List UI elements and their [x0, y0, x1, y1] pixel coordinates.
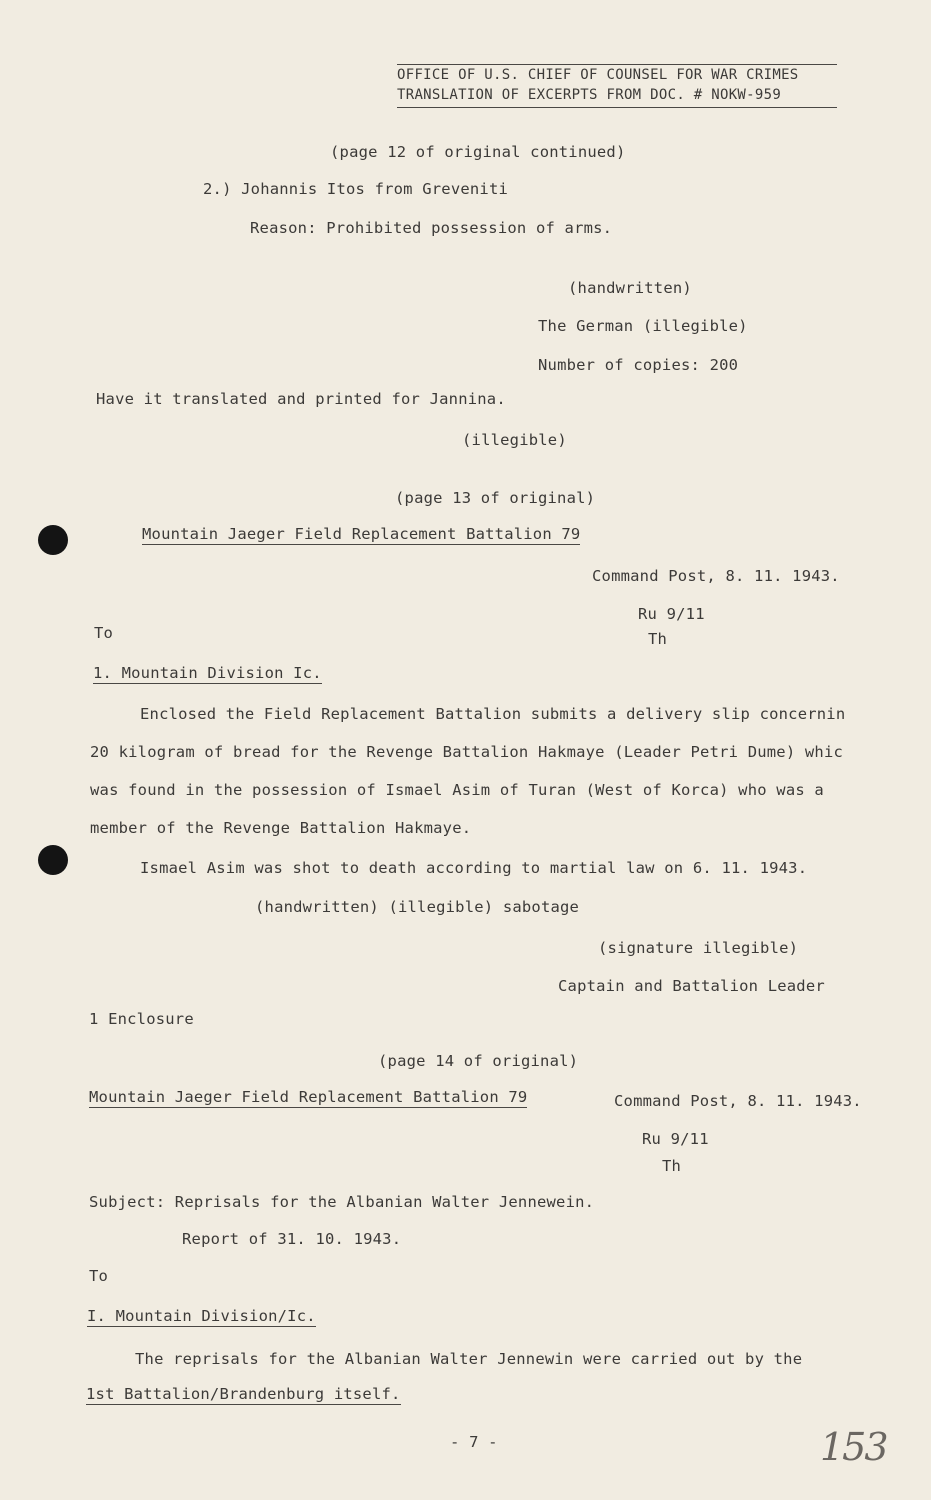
page-number: - 7 - — [450, 1433, 498, 1451]
body-line-2: 20 kilogram of bread for the Revenge Battalion Hakmaye (Leader Petri Dume) whic — [90, 743, 844, 761]
illegible-signature-1: (illegible) — [462, 431, 567, 449]
ref-page14: Ru 9/11 — [642, 1130, 709, 1148]
command-post-page14: Command Post, 8. 11. 1943. — [614, 1092, 862, 1110]
command-post-page13: Command Post, 8. 11. 1943. — [592, 567, 840, 585]
recipient-page14: I. Mountain Division/Ic. — [87, 1307, 316, 1325]
to-label-page13: To — [94, 624, 114, 642]
header-office-line: OFFICE OF U.S. CHIEF OF COUNSEL FOR WAR CRIMES — [397, 67, 799, 83]
handwritten-sabotage-note: (handwritten) (illegible) sabotage — [255, 898, 580, 916]
header-rule-top — [397, 64, 837, 65]
reprisals-body-line-2: 1st Battalion/Brandenburg itself. — [86, 1385, 401, 1403]
header-translation-line: TRANSLATION OF EXCERPTS FROM DOC. # NOKW-959 — [397, 87, 782, 103]
signature-illegible: (signature illegible) — [598, 939, 799, 957]
ref2-page13: Th — [648, 630, 668, 648]
translation-instruction: Have it translated and printed for Jannina. — [96, 390, 506, 408]
shot-statement: Ismael Asim was shot to death according to martial law on 6. 11. 1943. — [140, 859, 808, 877]
handwritten-note-1: (handwritten) — [568, 279, 692, 297]
body-line-1: Enclosed the Field Replacement Battalion submits a delivery slip concernin — [140, 705, 846, 723]
unit-heading-page13: Mountain Jaeger Field Replacement Battalion 79 — [142, 525, 581, 543]
body-line-3: was found in the possession of Ismael Asim of Turan (West of Korca) who was a — [90, 781, 824, 799]
unit-heading-page14: Mountain Jaeger Field Replacement Battalion 79 — [89, 1088, 528, 1106]
to-label-page14: To — [89, 1267, 109, 1285]
ref-page13: Ru 9/11 — [638, 605, 705, 623]
ref2-page14: Th — [662, 1157, 682, 1175]
handwritten-page-number: 153 — [820, 1425, 887, 1469]
reprisals-body-line-1: The reprisals for the Albanian Walter Jennewin were carried out by the — [135, 1350, 803, 1368]
german-illegible: The German (illegible) — [538, 317, 748, 335]
item-2-name: 2.) Johannis Itos from Greveniti — [203, 180, 509, 198]
punch-hole-lower — [38, 845, 68, 875]
body-line-4: member of the Revenge Battalion Hakmaye. — [90, 819, 472, 837]
item-2-reason: Reason: Prohibited possession of arms. — [250, 219, 613, 237]
report-reference: Report of 31. 10. 1943. — [182, 1230, 402, 1248]
signatory-title: Captain and Battalion Leader — [558, 977, 825, 995]
punch-hole-upper — [38, 525, 68, 555]
page13-note: (page 13 of original) — [395, 489, 596, 507]
number-of-copies: Number of copies: 200 — [538, 356, 739, 374]
enclosure-count: 1 Enclosure — [89, 1010, 194, 1028]
header-rule-bottom — [397, 107, 837, 108]
subject-line: Subject: Reprisals for the Albanian Walter Jennewein. — [89, 1193, 595, 1211]
recipient-page13: 1. Mountain Division Ic. — [93, 664, 322, 682]
page12-continued-note: (page 12 of original continued) — [330, 143, 626, 161]
page14-note: (page 14 of original) — [378, 1052, 579, 1070]
